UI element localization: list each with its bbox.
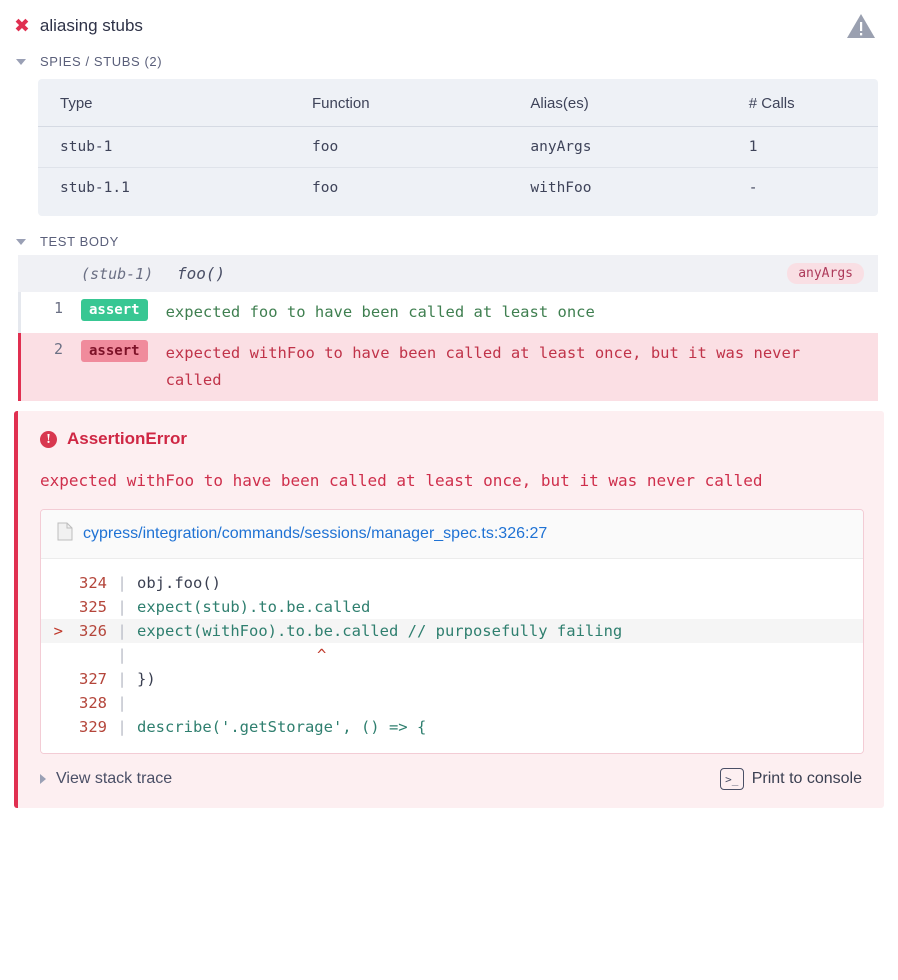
caret-down-icon <box>16 59 26 65</box>
error-circle-icon: ! <box>40 431 57 448</box>
spies-stubs-label: SPIES / STUBS (2) <box>40 54 163 69</box>
column-header-calls: # Calls <box>727 79 878 127</box>
cell-type: stub-1.1 <box>60 180 130 196</box>
command-group-header[interactable] <box>18 255 878 292</box>
table-row[interactable] <box>38 168 878 209</box>
code-line-number: 329 <box>79 718 107 737</box>
code-line-number <box>63 646 107 664</box>
code-line-marker <box>41 718 63 736</box>
alias-badge: anyArgs <box>787 263 864 284</box>
caret-down-icon <box>16 239 26 245</box>
print-to-console-label: Print to console <box>751 770 862 788</box>
view-stack-trace-button[interactable] <box>40 770 172 788</box>
code-line-bar: | <box>117 622 127 641</box>
table-header-row <box>38 79 878 127</box>
command-index: 2 <box>53 340 63 359</box>
spies-stubs-table-wrap <box>38 79 878 216</box>
test-header <box>0 0 898 46</box>
code-line-bar: | <box>117 574 127 593</box>
column-header-type: Type <box>38 79 290 127</box>
cell-calls: 1 <box>727 127 878 168</box>
code-line-bar: | <box>117 598 127 617</box>
terminal-icon: >_ <box>720 768 744 790</box>
code-line-text: obj.foo() <box>137 574 221 593</box>
assert-badge: assert <box>81 340 148 362</box>
code-line-text: expect(stub).to.be.called <box>137 598 371 617</box>
table-row[interactable] <box>38 127 878 168</box>
view-stack-trace-label: View stack trace <box>56 770 173 788</box>
code-line <box>41 595 863 619</box>
code-line-marker <box>41 574 63 592</box>
code-line <box>41 691 863 715</box>
code-line <box>41 571 863 595</box>
code-line-number: 328 <box>79 694 107 713</box>
stub-tag: (stub-1) <box>81 264 154 283</box>
error-footer <box>18 754 884 796</box>
code-line-caret <box>41 643 863 667</box>
code-line-marker <box>41 694 63 712</box>
code-line <box>41 715 863 739</box>
error-title: AssertionError <box>67 429 187 449</box>
cell-calls: - <box>748 180 758 196</box>
code-line-bar: | <box>117 670 127 689</box>
fail-x-icon: ✖ <box>14 14 30 37</box>
spies-stubs-section <box>0 46 898 216</box>
code-line-marker <box>41 646 63 664</box>
column-header-function: Function <box>290 79 508 127</box>
code-frame-file-row[interactable] <box>41 510 863 559</box>
file-icon <box>57 522 73 546</box>
cell-function: foo <box>290 127 508 168</box>
page-title: aliasing stubs <box>39 16 143 35</box>
column-header-alias: Alias(es) <box>508 79 726 127</box>
code-line-marker: > <box>53 622 63 641</box>
error-message: expected withFoo to have been called at least once, but it was never called <box>40 471 763 491</box>
test-body-section <box>0 226 898 255</box>
code-line-number: 325 <box>79 598 107 617</box>
print-to-console-button[interactable] <box>720 768 862 790</box>
test-body-header[interactable] <box>38 226 878 255</box>
cell-type: stub-1 <box>38 127 290 168</box>
command-row-failed[interactable] <box>18 333 878 401</box>
file-path-link[interactable]: cypress/integration/commands/sessions/manager_spec.ts:326:27 <box>83 525 548 543</box>
code-line-text: describe('.getStorage', () => { <box>137 718 427 737</box>
cell-alias: anyArgs <box>508 127 726 168</box>
caret-right-icon <box>40 774 46 784</box>
code-caret-marker: ^ <box>317 646 327 665</box>
code-line-highlighted <box>41 619 863 643</box>
warning-triangle-icon[interactable] <box>846 12 876 45</box>
code-line-text: expect(withFoo).to.be.called // purposefully failing <box>137 622 623 641</box>
code-line-marker <box>41 598 63 616</box>
code-line-bar: | <box>117 646 127 665</box>
function-label: foo() <box>177 264 226 283</box>
spies-stubs-table <box>38 79 878 208</box>
code-snippet <box>41 559 863 753</box>
code-line-text: }) <box>137 670 156 689</box>
code-frame <box>40 509 864 754</box>
code-line-number: 327 <box>79 670 107 689</box>
code-line-number: 326 <box>79 622 107 641</box>
assertion-error-block <box>14 411 884 808</box>
assert-badge: assert <box>81 299 148 321</box>
code-line <box>41 667 863 691</box>
test-body-label: TEST BODY <box>40 234 119 249</box>
code-line-bar: | <box>117 718 127 737</box>
error-header <box>18 411 884 455</box>
command-row-passed[interactable] <box>18 292 878 333</box>
command-index: 1 <box>53 299 63 317</box>
code-line-marker <box>41 670 63 688</box>
cell-function: foo <box>312 180 339 196</box>
command-message: expected withFoo to have been called at least once, but it was never called <box>165 344 801 390</box>
command-message: expected foo to have been called at least once <box>165 303 595 321</box>
command-log <box>0 255 898 401</box>
spies-stubs-header[interactable] <box>38 46 878 75</box>
cell-alias: withFoo <box>530 180 592 196</box>
code-line-number: 324 <box>79 574 107 593</box>
code-line-bar: | <box>117 694 127 713</box>
